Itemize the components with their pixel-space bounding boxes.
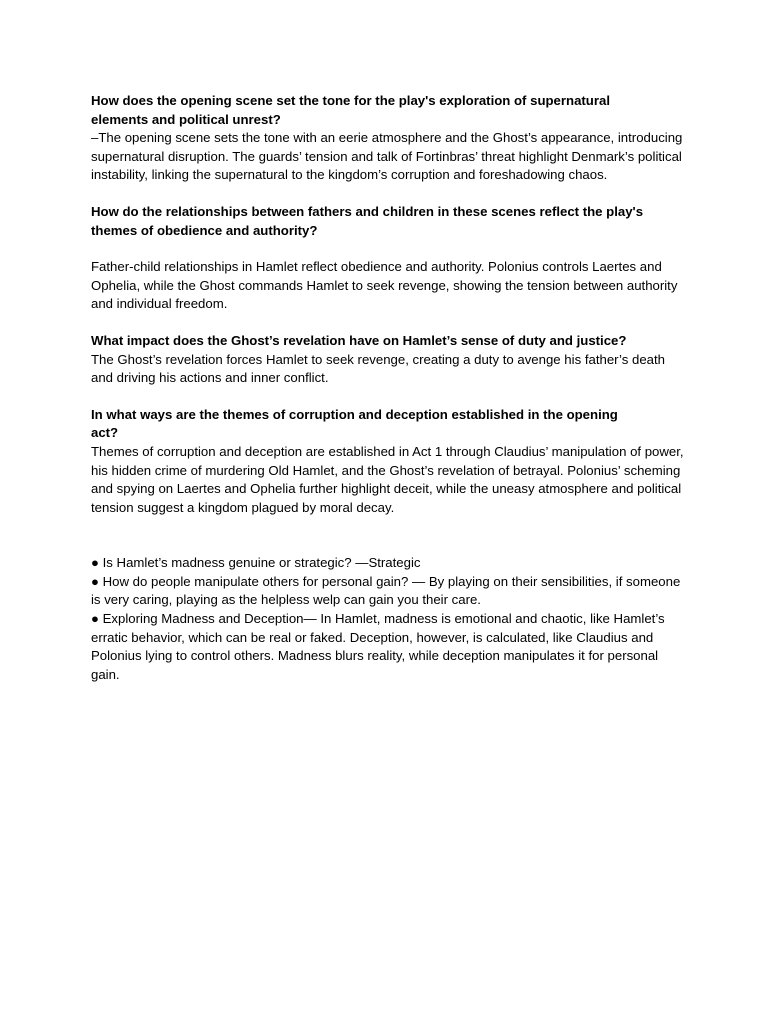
question-3: What impact does the Ghost’s revelation have on Hamlet’s sense of duty and justice? (91, 332, 627, 348)
spacer (91, 240, 687, 258)
spacer (91, 314, 687, 332)
document-page (91, 92, 687, 684)
question-2: How do the relationships between fathers and children in these scenes reflect the play's themes of obedience and authority? (91, 203, 644, 238)
answer-1: –The opening scene sets the tone with an eerie atmosphere and the Ghost’s appearance, introducing supernatural disruption. The guards’ tension and talk of Fortinbras’ threat highlight Denmark’s political instability, linking the supernatural to the kingdom’s corruption and foreshadowing chaos. (91, 130, 683, 183)
question-4: In what ways are the themes of corruption and deception established in the opening act? (91, 406, 618, 441)
spacer (91, 517, 687, 554)
spacer (91, 185, 687, 203)
bullet-item: ● Is Hamlet’s madness genuine or strategic? —Strategic (91, 555, 421, 571)
question-1: How does the opening scene set the tone for the play's exploration of supernatural elements and political unrest? (91, 93, 610, 127)
bullet-item: ● Exploring Madness and Deception— In Hamlet, madness is emotional and chaotic, like Hamlet’s erratic behavior, which can be real or faked. Deception, however, is calculated, like Claudius and Polonius lying to control others. Madness blurs reality, while deception manipulates it for personal gain. (91, 611, 665, 682)
bullet-item: ● How do people manipulate others for personal gain? — By playing on their sensibilities, if someone is very caring, playing as the helpless welp can gain you their care. (91, 573, 681, 608)
answer-4: Themes of corruption and deception are established in Act 1 through Claudius’ manipulation of power, his hidden crime of murdering Old Hamlet, and the Ghost’s revelation of betrayal. Polonius’ scheming and spying on Laertes and Ophelia further highlight deceit, while the uneasy atmosphere and political tension suggest a kingdom plagued by moral decay. (91, 443, 684, 515)
bullet-list (91, 554, 687, 684)
answer-2: Father-child relationships in Hamlet reflect obedience and authority. Polonius controls Laertes and Ophelia, while the Ghost commands Hamlet to seek revenge, showing the tension between authority and individual freedom. (91, 259, 678, 312)
answer-3: The Ghost’s revelation forces Hamlet to seek revenge, creating a duty to avenge his father’s death and driving his actions and inner conflict. (91, 351, 665, 386)
spacer (91, 388, 687, 406)
